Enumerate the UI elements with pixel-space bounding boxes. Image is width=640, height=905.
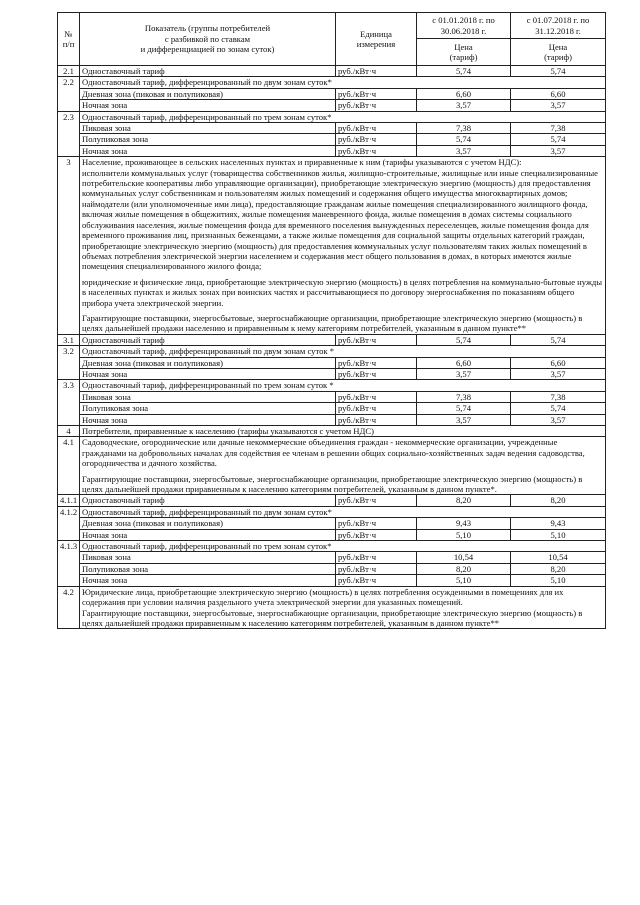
price-period-1: 3,57 (417, 145, 511, 156)
unit-cell: руб./кВт·ч (336, 529, 417, 540)
price-period-2: 6,60 (511, 357, 606, 368)
unit-cell: руб./кВт·ч (336, 123, 417, 134)
row-number: 2.3 (58, 111, 80, 157)
unit-cell: руб./кВт·ч (336, 552, 417, 563)
header-price-1-text: Цена (тариф) (449, 41, 478, 62)
price-period-1: 8,20 (417, 563, 511, 574)
table-row (58, 437, 606, 495)
unit-cell: руб./кВт·ч (336, 368, 417, 379)
description-paragraph: Гарантирующие поставщики, энергосбытовые, энергоснабжающие организации, приобретающие электрическую энергию (мощность) в целях дальнейшей продажи приравненным к населению категориям потребителей, указанным в данном пункте** (82, 607, 583, 628)
table-row (58, 111, 606, 122)
row-label: Полупиковая зона (80, 134, 336, 145)
price-period-2: 5,74 (511, 334, 606, 345)
header-period-1 (417, 13, 511, 39)
row-label: Дневная зона (пиковая и полупиковая) (80, 357, 336, 368)
row-label: Одноставочный тариф (80, 495, 336, 506)
price-period-2: 9,43 (511, 518, 606, 529)
table-row (58, 529, 606, 540)
row-label: Пиковая зона (80, 552, 336, 563)
description-paragraph: исполнители коммунальных услуг (товарищества собственников жилья, жилищно-строительные, жилищные или иные специализированные потребительские кооперативы либо управляющие организации), приобретающие электрическую энергию (мощность) для предоставления коммунальных услуг собственникам и пользователям жилых помещений и содержания общего имущества многоквартирных домов; наймодатели (или уполномоченные ими лица), предоставляющие гражданам жилые помещения специализированного жилищного фонда, включая жилые помещения в общежитиях, жилые помещения маневренного фонда, жилые помещения в домах системы социального обслуживания населения, жилые помещения фонда для временного поселения вынужденных переселенцев, жилые помещения фонда для временного проживания лиц, признанных беженцами, а также жилые помещения для социальной защиты отдельных категорий граждан, приобретающие электрическую энергию (мощность) для предоставления коммунальных услуг пользователям таких жилых помещений в объемах потребления электрической энергии населением и содержания мест общего пользования в домах, в которых имеются жилые помещения специализированного жилого фонда; (82, 167, 598, 272)
row-number: 2.1 (58, 66, 80, 77)
row-number: 3.3 (58, 380, 80, 426)
row-number: 4 (58, 426, 80, 437)
price-period-1: 3,57 (417, 368, 511, 379)
description-paragraph: Юридические лица, приобретающие электрическую энергию (мощность) в целях потребления осужденными в помещениях для их содержания при условии наличия раздельного учета электрической энергии для указанных помещений. (82, 586, 564, 608)
price-period-1: 3,57 (417, 100, 511, 111)
price-period-1: 6,60 (417, 357, 511, 368)
row-label: Ночная зона (80, 529, 336, 540)
table-row (58, 357, 606, 368)
unit-cell: руб./кВт·ч (336, 575, 417, 586)
description-paragraph: юридические и физические лица, приобретающие электрическую энергию (мощность) в целях потребления на коммунально-бытовые нужды в населенных пунктах и жилых зонах при воинских частях и рассчитывающиеся по договору энергоснабжения по показаниям общего прибора учета электрической энергии. (82, 276, 603, 308)
table-row (58, 100, 606, 111)
row-label: Полупиковая зона (80, 403, 336, 414)
table-row (58, 403, 606, 414)
row-number: 4.1.1 (58, 495, 80, 506)
row-label: Пиковая зона (80, 123, 336, 134)
unit-cell: руб./кВт·ч (336, 334, 417, 345)
unit-cell: руб./кВт·ч (336, 403, 417, 414)
price-period-2: 5,74 (511, 134, 606, 145)
row-label: Одноставочный тариф (80, 66, 336, 77)
header-price-2 (511, 39, 606, 66)
header-indicator (80, 13, 336, 66)
row-label: Полупиковая зона (80, 563, 336, 574)
unit-cell: руб./кВт·ч (336, 134, 417, 145)
table-row (58, 575, 606, 586)
header-period-1-text: с 01.01.2018 г. по 30.06.2018 г. (432, 15, 495, 36)
row-group-title: Одноставочный тариф, дифференцированный по двум зонам суток* (80, 506, 606, 517)
table-row (58, 563, 606, 574)
unit-cell: руб./кВт·ч (336, 518, 417, 529)
description-paragraph: Садоводческие, огороднические или дачные некоммерческие объединения граждан - некоммерческие организации, учрежденные гражданами на добровольных началах для содействия ее членам в решении общих социально-хозяйственных задач ведения садоводства, огородничества и дачного хозяйства. (82, 437, 585, 469)
table-row (58, 495, 606, 506)
price-period-2: 5,10 (511, 575, 606, 586)
row-number: 4.2 (58, 586, 80, 629)
row-group-title: Одноставочный тариф, дифференцированный по двум зонам суток* (80, 77, 606, 88)
price-period-2: 3,57 (511, 414, 606, 425)
tariff-document (57, 12, 605, 629)
header-unit-text: Единица измерения (356, 28, 396, 49)
table-row (58, 552, 606, 563)
row-number: 4.1.3 (58, 541, 80, 587)
row-group-title: Одноставочный тариф, дифференцированный по трем зонам суток * (80, 380, 606, 391)
table-row (58, 77, 606, 88)
price-period-1: 5,74 (417, 134, 511, 145)
price-period-2: 8,20 (511, 563, 606, 574)
price-period-2: 7,38 (511, 391, 606, 402)
unit-cell: руб./кВт·ч (336, 357, 417, 368)
row-number: 3 (58, 157, 80, 335)
price-period-2: 3,57 (511, 368, 606, 379)
price-period-2: 5,10 (511, 529, 606, 540)
table-row (58, 426, 606, 437)
price-period-2: 5,74 (511, 66, 606, 77)
price-period-1: 5,74 (417, 403, 511, 414)
table-row (58, 368, 606, 379)
price-period-2: 6,60 (511, 88, 606, 99)
row-label: Пиковая зона (80, 391, 336, 402)
row-number: 2.2 (58, 77, 80, 111)
description-paragraph: Гарантирующие поставщики, энергосбытовые, энергоснабжающие организации, приобретающие электрическую энергию (мощность) в целях дальнейшей продажи приравненным к населению категориям потребителей, указанным в данном пункте*. (82, 473, 583, 495)
table-row (58, 88, 606, 99)
price-period-1: 10,54 (417, 552, 511, 563)
unit-cell: руб./кВт·ч (336, 66, 417, 77)
price-period-1: 6,60 (417, 88, 511, 99)
price-period-2: 3,57 (511, 100, 606, 111)
table-row (58, 346, 606, 357)
price-period-2: 3,57 (511, 145, 606, 156)
row-label: Ночная зона (80, 368, 336, 379)
price-period-1: 5,10 (417, 575, 511, 586)
table-row (58, 145, 606, 156)
table-row (58, 134, 606, 145)
header-price-2-text: Цена (тариф) (544, 41, 572, 62)
row-number: 3.1 (58, 334, 80, 345)
price-period-2: 10,54 (511, 552, 606, 563)
description-paragraph: Население, проживающее в сельских населенных пунктах и приравненные к ним (тарифы указываются с учетом НДС): (82, 157, 522, 168)
price-period-1: 7,38 (417, 123, 511, 134)
unit-cell: руб./кВт·ч (336, 414, 417, 425)
header-period-2-text: с 01.07.2018 г. по 31.12.2018 г. (526, 15, 590, 36)
row-number: 4.1.2 (58, 506, 80, 540)
header-number (58, 13, 80, 66)
header-price-1 (417, 39, 511, 66)
tariff-table (57, 12, 606, 629)
table-row (58, 506, 606, 517)
header-unit (336, 13, 417, 66)
table-row (58, 518, 606, 529)
row-label: Дневная зона (пиковая и полупиковая) (80, 518, 336, 529)
row-group-title: Одноставочный тариф, дифференцированный по трем зонам суток* (80, 111, 606, 122)
section-title: Потребители, приравненные к населению (тарифы указываются с учетом НДС) (80, 426, 606, 437)
unit-cell: руб./кВт·ч (336, 100, 417, 111)
price-period-1: 3,57 (417, 414, 511, 425)
price-period-1: 5,74 (417, 66, 511, 77)
row-label: Ночная зона (80, 100, 336, 111)
header-number-text: № п/п (62, 28, 75, 49)
row-label: Дневная зона (пиковая и полупиковая) (80, 88, 336, 99)
unit-cell: руб./кВт·ч (336, 88, 417, 99)
price-period-1: 5,10 (417, 529, 511, 540)
price-period-1: 9,43 (417, 518, 511, 529)
price-period-1: 7,38 (417, 391, 511, 402)
price-period-2: 8,20 (511, 495, 606, 506)
section-description (80, 586, 606, 629)
unit-cell: руб./кВт·ч (336, 495, 417, 506)
table-row (58, 123, 606, 134)
row-label: Ночная зона (80, 145, 336, 156)
row-label: Ночная зона (80, 414, 336, 425)
price-period-2: 5,74 (511, 403, 606, 414)
description-paragraph: Гарантирующие поставщики, энергосбытовые, энергоснабжающие организации, приобретающие электрическую энергию (мощность) в целях дальнейшей продажи населению и приравненным к нему категориям потребителей, указанным в данном пункте** (82, 312, 583, 334)
section-description (80, 157, 606, 335)
section-description (80, 437, 606, 495)
table-row (58, 157, 606, 335)
row-label: Ночная зона (80, 575, 336, 586)
header-row (58, 13, 606, 39)
header-period-2 (511, 13, 606, 39)
price-period-1: 8,20 (417, 495, 511, 506)
row-number: 3.2 (58, 346, 80, 380)
table-row (58, 334, 606, 345)
row-group-title: Одноставочный тариф, дифференцированный по двум зонам суток * (80, 346, 606, 357)
price-period-2: 7,38 (511, 123, 606, 134)
row-label: Одноставочный тариф (80, 334, 336, 345)
header-indicator-text: Показатель (группы потребителей с разбивкой по ставкам и дифференциацией по зонам суток) (140, 23, 275, 55)
unit-cell: руб./кВт·ч (336, 391, 417, 402)
price-period-1: 5,74 (417, 334, 511, 345)
row-group-title: Одноставочный тариф, дифференцированный по трем зонам суток* (80, 541, 606, 552)
unit-cell: руб./кВт·ч (336, 145, 417, 156)
table-row (58, 414, 606, 425)
table-row (58, 391, 606, 402)
unit-cell: руб./кВт·ч (336, 563, 417, 574)
table-row (58, 66, 606, 77)
row-number: 4.1 (58, 437, 80, 495)
table-row (58, 586, 606, 629)
table-row (58, 380, 606, 391)
table-row (58, 541, 606, 552)
